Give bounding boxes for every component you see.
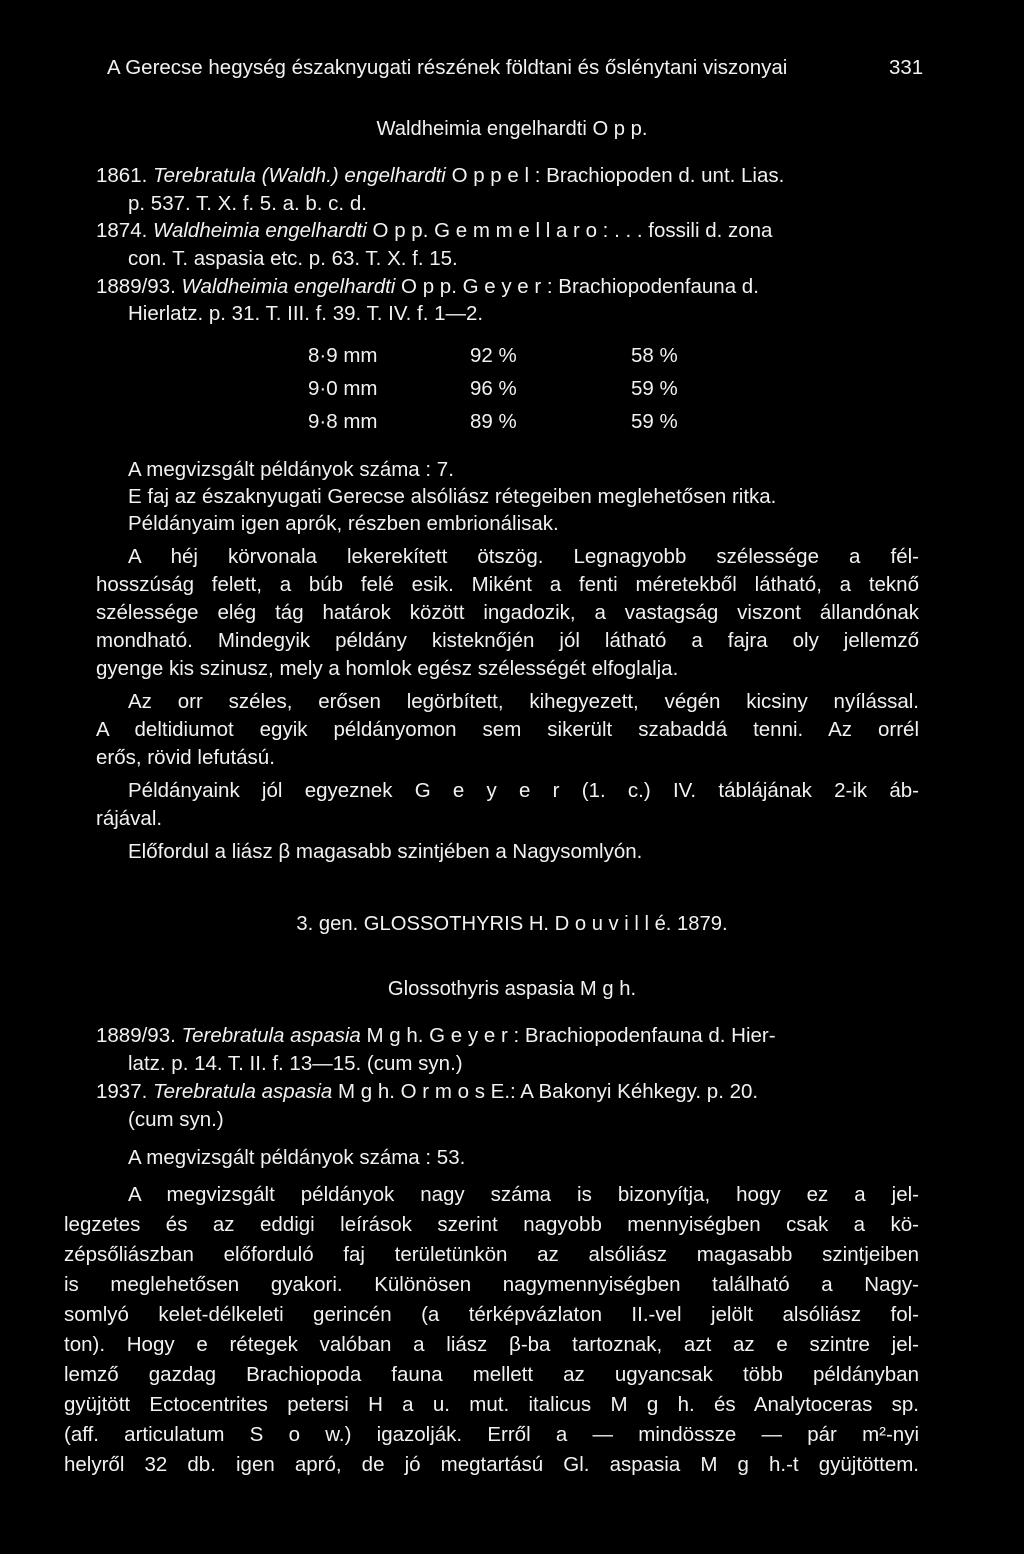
table-cell: 8·9 mm bbox=[308, 344, 378, 367]
table-row bbox=[0, 408, 1024, 435]
text-line: lemző gazdag Brachiopoda fauna mellett az ugyancsak több példányban bbox=[64, 1363, 919, 1386]
reference-line: 1874. Waldheimia engelhardti O p p. G e m m e l l a r o : . . . fossili d. zona bbox=[96, 219, 773, 242]
reference-line: 1889/93. Waldheimia engelhardti O p p. G e y e r : Brachiopodenfauna d. bbox=[96, 275, 759, 298]
table-row bbox=[0, 375, 1024, 402]
reference-line: (cum syn.) bbox=[128, 1108, 224, 1131]
genus-heading: 3. gen. GLOSSOTHYRIS H. D o u v i l l é. 1879. bbox=[296, 913, 728, 935]
text-line: somlyó kelet-délkeleti gerincén (a térképvázlaton II.-vel jelölt alsóliász fol- bbox=[64, 1303, 919, 1326]
table-cell: 58 % bbox=[631, 344, 678, 367]
text-line: A deltidiumot egyik példányomon sem sikerült szabaddá tenni. Az orrél bbox=[96, 718, 919, 741]
table-cell: 59 % bbox=[631, 410, 678, 433]
text-line: Előfordul a liász β magasabb szintjében a Nagysomlyón. bbox=[128, 840, 643, 863]
reference-line: 1889/93. Terebratula aspasia M g h. G e y e r : Brachiopodenfauna d. Hier- bbox=[96, 1024, 776, 1047]
specimen-count: A megvizsgált példányok száma : 53. bbox=[128, 1146, 466, 1169]
text-line: mondható. Mindegyik példány kisteknőjén jól látható a fajra oly jellemző bbox=[96, 629, 919, 652]
table-row bbox=[0, 342, 1024, 369]
table-cell: 89 % bbox=[470, 410, 517, 433]
reference-line: con. T. aspasia etc. p. 63. T. X. f. 15. bbox=[128, 247, 458, 270]
text-line: gyüjtött Ectocentrites petersi H a u. mut. italicus M g h. és Analytoceras sp. bbox=[64, 1393, 919, 1416]
species-heading-glossothyris: Glossothyris aspasia M g h. bbox=[387, 978, 637, 1000]
text-line: Példányaink jól egyeznek G e y e r (1. c.) IV. táblájának 2-ik áb- bbox=[128, 779, 919, 802]
running-title: A Gerecse hegység északnyugati részének földtani és őslénytani viszonyai bbox=[107, 56, 788, 79]
text-line: rájával. bbox=[96, 807, 163, 830]
reference-line: 1861. Terebratula (Waldh.) engelhardti O p p e l : Brachiopoden d. unt. Lias. bbox=[96, 164, 785, 187]
text-line: legzetes és az eddigi leírások szerint nagyobb mennyiségben csak a kö- bbox=[64, 1213, 919, 1236]
text-line: szélessége elég tág határok között ingadozik, a vastagság viszont állandónak bbox=[96, 601, 919, 624]
text-line: E faj az északnyugati Gerecse alsóliász rétegeiben meglehetősen ritka. bbox=[128, 485, 777, 508]
text-line: Az orr széles, erősen legörbített, kihegyezett, végén kicsiny nyílással. bbox=[128, 690, 919, 713]
table-cell: 9·0 mm bbox=[308, 377, 378, 400]
text-line: A héj körvonala lekerekített ötszög. Legnagyobb szélessége a fél- bbox=[128, 545, 919, 568]
table-cell: 59 % bbox=[631, 377, 678, 400]
text-line: is meglehetősen gyakori. Különösen nagymennyiségben található a Nagy- bbox=[64, 1273, 919, 1296]
reference-line: latz. p. 14. T. II. f. 13—15. (cum syn.) bbox=[128, 1052, 463, 1075]
table-cell: 96 % bbox=[470, 377, 517, 400]
table-cell: 9·8 mm bbox=[308, 410, 378, 433]
page-number: 331 bbox=[889, 56, 924, 79]
text-line: zépsőliászban előforduló faj területünkön az alsóliász magasabb szintjeiben bbox=[64, 1243, 919, 1266]
reference-line: p. 537. T. X. f. 5. a. b. c. d. bbox=[128, 192, 367, 215]
reference-line: 1937. Terebratula aspasia M g h. O r m o s E.: A Bakonyi Kéhkegy. p. 20. bbox=[96, 1080, 759, 1103]
text-line: hosszúság felett, a búb felé esik. Miként a fenti méretekből látható, a teknő bbox=[96, 573, 919, 596]
text-line: (aff. articulatum S o w.) igazolják. Erről a — mindössze — pár m²-nyi bbox=[64, 1423, 919, 1446]
table-cell: 92 % bbox=[470, 344, 517, 367]
text-line: helyről 32 db. igen apró, de jó megtartású Gl. aspasia M g h.-t gyüjtöttem. bbox=[64, 1453, 919, 1476]
text-line: erős, rövid lefutású. bbox=[96, 746, 275, 769]
text-line: Példányaim igen aprók, részben embrionálisak. bbox=[128, 512, 559, 535]
text-line: A megvizsgált példányok nagy száma is bizonyítja, hogy ez a jel- bbox=[128, 1183, 919, 1206]
species-heading-waldheimia: Waldheimia engelhardti O p p. bbox=[376, 118, 648, 140]
text-line: gyenge kis szinusz, mely a homlok egész szélességét elfoglalja. bbox=[96, 657, 679, 680]
specimen-count: A megvizsgált példányok száma : 7. bbox=[128, 458, 454, 481]
text-line: ton). Hogy e rétegek valóban a liász β-ba tartoznak, azt az e szintre jel- bbox=[64, 1333, 919, 1356]
reference-line: Hierlatz. p. 31. T. III. f. 39. T. IV. f. 1—2. bbox=[128, 302, 484, 325]
